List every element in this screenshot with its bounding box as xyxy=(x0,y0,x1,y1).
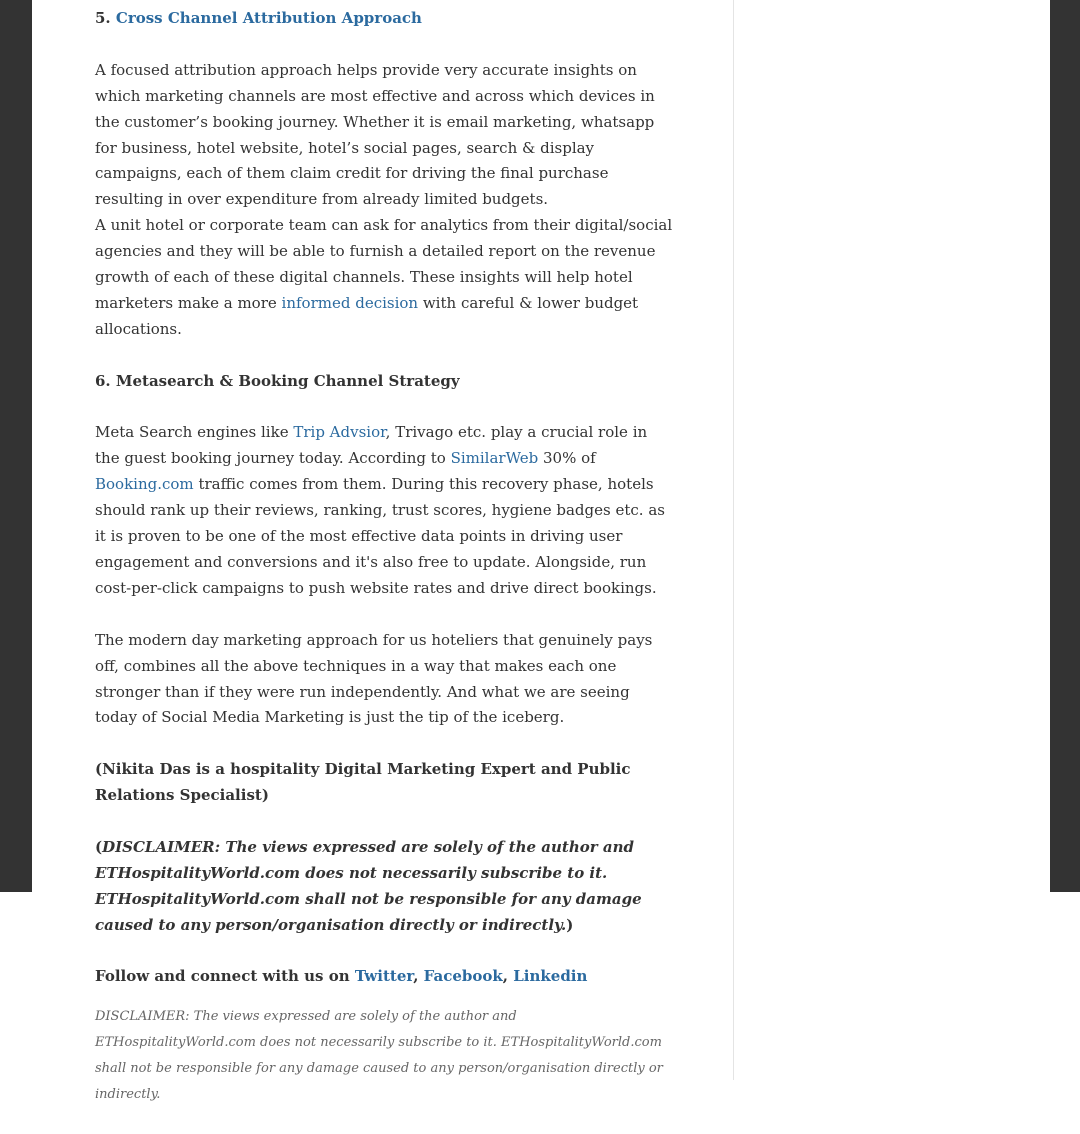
paragraph-text: A unit hotel or corporate team can ask for analytics from their digital/social agencies and they will be able to furnish a detailed report on the revenue growth of each of these digital channels. These insights will help hotel marketers make a more xyxy=(95,216,673,312)
paragraph-modern-approach xyxy=(95,628,675,732)
section-5-heading xyxy=(95,6,675,32)
sidebar-divider xyxy=(733,0,734,1080)
section-6-heading: 6. Metasearch & Booking Channel Strategy xyxy=(95,371,460,390)
paragraph-analytics xyxy=(95,213,675,343)
section-number: 5. xyxy=(95,9,116,27)
cross-channel-attribution-link[interactable]: Cross Channel Attribution Approach xyxy=(115,9,422,27)
facebook-link[interactable]: Facebook xyxy=(423,967,503,986)
disclaimer-bold xyxy=(95,835,675,939)
linkedin-link[interactable]: Linkedin xyxy=(513,967,588,986)
paren-close: ) xyxy=(566,915,574,934)
separator: , xyxy=(502,967,514,986)
paragraph-text: , Trivago etc. play a crucial role in the guest booking journey today. According to xyxy=(95,423,648,468)
page-frame-left xyxy=(0,0,32,892)
paragraph-text: with careful & lower budget allocations. xyxy=(95,293,639,338)
paragraph-metasearch xyxy=(95,420,675,601)
follow-us-line xyxy=(95,964,675,990)
trip-advisor-link[interactable]: Trip Advsior xyxy=(293,423,386,442)
disclaimer-text: DISCLAIMER: The views expressed are solely of the author and ETHospitalityWorld.com does not necessarily subscribe to it. ETHospitalityWorld.com shall not be responsible for any damage caused to any person/organisation directly or indirectly. xyxy=(95,837,642,934)
booking-com-link[interactable]: Booking.com xyxy=(95,475,194,494)
informed-decision-link[interactable]: informed decision xyxy=(281,293,419,312)
paren-open: ( xyxy=(95,837,103,856)
paragraph-text: Meta Search engines like xyxy=(95,423,294,442)
paragraph-text: 30% of xyxy=(538,449,596,468)
twitter-link[interactable]: Twitter xyxy=(354,967,414,986)
paragraph-text: The modern day marketing approach for us hoteliers that genuinely pays off, combines all the above techniques in a way that makes each one stronger than if they were run independently. And what we are seeing today of Social Media Marketing is just the tip of the iceberg. xyxy=(95,630,653,727)
paragraph-text: A focused attribution approach helps provide very accurate insights on which marketing channels are most effective and across which devices in the customer’s booking journey. Whether it is email marketing, whatsapp for business, hotel website, hotel’s social pages, search & display campaigns, each of them claim credit for driving the final purchase resulting in over expenditure from already limited budgets. xyxy=(95,60,655,209)
similarweb-link[interactable]: SimilarWeb xyxy=(450,449,539,468)
paragraph-text: traffic comes from them. During this recovery phase, hotels should rank up their reviews, ranking, trust scores, hygiene badges etc. as it is proven to be one of the most effective data points in driving user engagement and conversions and it's also free to update. Alongside, run cost-per-click campaigns to push website rates and drive direct bookings. xyxy=(95,475,665,597)
separator: , xyxy=(413,967,424,986)
paragraph-attribution xyxy=(95,58,675,213)
page-frame-right xyxy=(1050,0,1080,892)
disclaimer-small: DISCLAIMER: The views expressed are solely of the author and ETHospitalityWorld.com does not necessarily subscribe to it. ETHospitalityWorld.com shall not be responsible for any damage caused to any person/organisation directly or indirectly. xyxy=(95,1009,663,1103)
article-body xyxy=(95,6,675,1134)
follow-text: Follow and connect with us on xyxy=(95,967,355,986)
author-note: (Nikita Das is a hospitality Digital Marketing Expert and Public Relations Specialist) xyxy=(95,760,631,805)
